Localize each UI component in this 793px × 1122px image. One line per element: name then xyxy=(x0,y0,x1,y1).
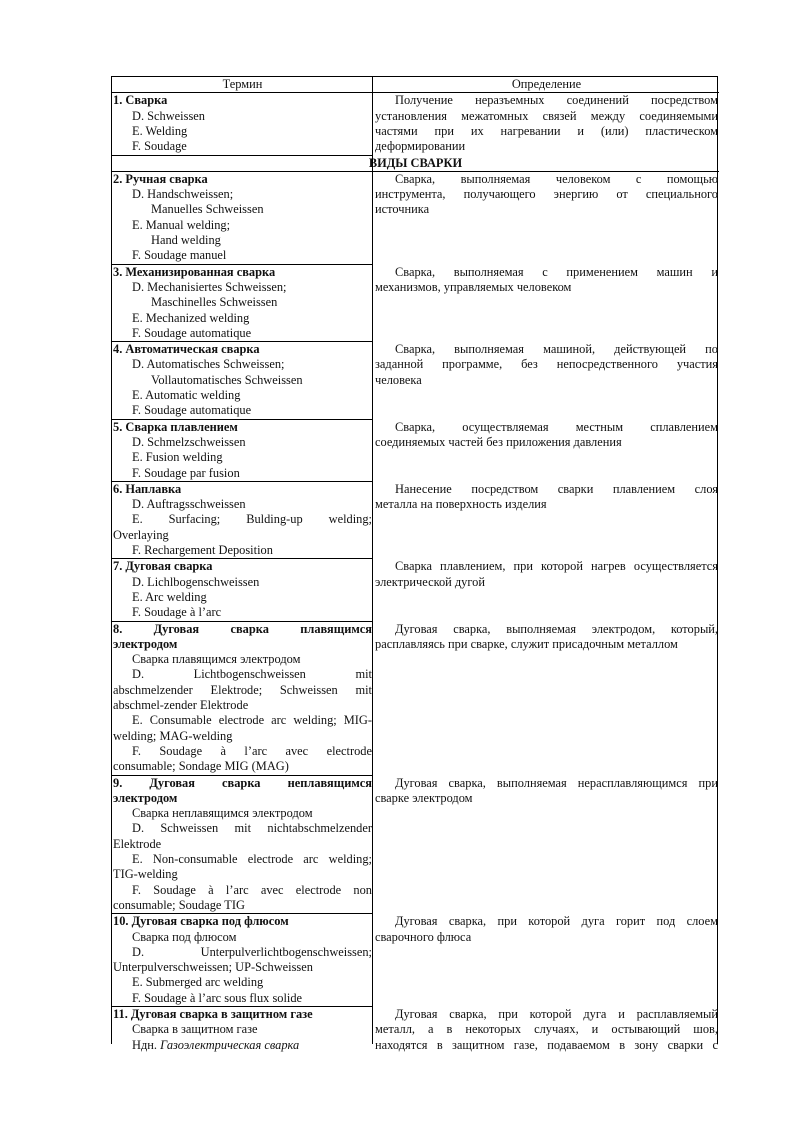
term-line: F. Soudage par fusion xyxy=(132,465,240,480)
term-line: Сварка под флюсом xyxy=(132,929,237,944)
definition-line: Сварка, осуществляемая местным сплавлением xyxy=(395,419,718,434)
definition-line: сварке электродом xyxy=(375,790,473,805)
definition-line: установления межатомных связей между соединяемыми xyxy=(375,108,718,123)
term-line: F. Soudage à l’arc sous flux solide xyxy=(132,990,303,1005)
definition-line: механизмов, управляемых человеком xyxy=(375,279,572,294)
term-title: 9. Дуговая сварка неплавящимся xyxy=(113,775,372,790)
header-term: Термин xyxy=(222,77,263,91)
header-definition: Определение xyxy=(511,77,582,91)
term-line: F. Soudage à l’arc avec electrode xyxy=(132,743,372,758)
term-line: E. Non-consumable electrode arc welding; xyxy=(132,852,372,866)
term-line: E. Fusion welding xyxy=(132,450,223,465)
definition-line: частями при их нагревании и (или) пластическом xyxy=(375,123,718,138)
term-line: D. Lichtbogenschweissen mit xyxy=(132,667,372,682)
definition-line: металл, а в некоторых случаях, и остывающий шов, xyxy=(375,1022,718,1037)
term-title: 7. Дуговая сварка xyxy=(113,559,213,574)
term-line: D. Handschweissen; xyxy=(132,187,234,202)
definition-line: деформировании xyxy=(375,139,466,154)
term-title: 4. Автоматическая сварка xyxy=(113,342,260,357)
term-line: consumable; Sondage MIG (MAG) xyxy=(113,759,289,774)
term-line: E. Mechanized welding xyxy=(132,310,250,325)
term-line: abschmel-zender Elektrode xyxy=(113,698,249,712)
term-line: D. Schmelzschweissen xyxy=(132,434,246,449)
definition-line: сварочного флюса xyxy=(375,929,472,944)
definition-line: расплавляясь при сварке, служит присадочным металлом xyxy=(375,636,678,651)
definition-line: соединяемых частей без приложения давления xyxy=(375,434,622,449)
term-line: Maschinelles Schweissen xyxy=(151,295,278,310)
term-title: 6. Наплавка xyxy=(113,481,182,496)
term-title: 1. Сварка xyxy=(113,93,168,108)
term-line: Unterpulverschweissen; UP-Schweissen xyxy=(113,960,313,975)
term-line: D. Automatisches Schweissen; xyxy=(132,357,285,372)
definition-line: Дуговая сварка, выполняемая нерасплавляющимся при xyxy=(395,775,718,790)
term-title: электродом xyxy=(113,636,178,651)
term-line: abschmelzender Elektrode; Schweissen mit xyxy=(113,682,372,697)
definition-line: Сварка, выполняемая человеком с помощью xyxy=(395,171,718,186)
term-line: E. Consumable electrode arc welding; MIG- xyxy=(132,713,372,728)
term-line: Overlaying xyxy=(113,527,169,542)
definition-line: Получение неразъемных соединений посредством xyxy=(395,93,718,108)
term-line: E. Welding xyxy=(132,123,188,138)
definition-line: Сварка, выполняемая машиной, действующей по xyxy=(395,342,718,357)
term-line: D. Unterpulverlichtbogenschweissen; xyxy=(132,944,372,959)
definition-line: Сварка, выполняемая с применением машин и xyxy=(395,264,718,279)
term-line: E. Surfacing; Bulding-up welding; xyxy=(132,512,372,527)
definition-line: инструмента, получающего энергию от специального xyxy=(375,187,718,202)
term-title: 8. Дуговая сварка плавящимся xyxy=(113,621,372,636)
definition-line: Сварка плавлением, при которой нагрев осуществляется xyxy=(395,559,718,574)
term-line: F. Soudage xyxy=(132,139,187,154)
definition-line: заданной программе, без непосредственного участия xyxy=(375,357,718,372)
term-line: E. Automatic welding xyxy=(132,388,241,402)
ndn-term: Газоэлектрическая сварка xyxy=(160,1037,300,1052)
term-line: Vollautomatisches Schweissen xyxy=(151,372,303,387)
term-line: welding; MAG-welding xyxy=(113,728,233,743)
definition-line: электрической дугой xyxy=(375,574,485,589)
term-line: D. Schweissen xyxy=(132,108,205,123)
section-title: ВИДЫ СВАРКИ xyxy=(368,155,463,170)
term-line: F. Soudage manuel xyxy=(132,248,227,263)
definition-line: Дуговая сварка, при которой дуга и расплавляемый xyxy=(395,1007,718,1021)
term-line: F. Soudage à l’arc avec electrode non xyxy=(132,882,372,897)
definition-line: Дуговая сварка, при которой дуга горит под слоем xyxy=(395,914,718,929)
definition-line: Дуговая сварка, выполняемая электродом, который, xyxy=(395,621,718,636)
definition-line: находятся в защитном газе, подаваемом в зону сварки с xyxy=(375,1037,718,1052)
definition-line: источника xyxy=(375,202,430,217)
term-line: F. Rechargement Deposition xyxy=(132,543,273,557)
term-line: Manuelles Schweissen xyxy=(151,202,264,217)
term-line: E. Manual welding; xyxy=(132,217,231,232)
definition-line: Нанесение посредством сварки плавлением слоя xyxy=(395,481,718,496)
term-line: E. Submerged arc welding xyxy=(132,975,264,990)
term-line: Hand welding xyxy=(151,233,221,247)
term-line: F. Soudage à l’arc xyxy=(132,605,222,620)
column-divider xyxy=(372,76,373,1044)
term-line: F. Soudage automatique xyxy=(132,325,252,340)
term-line: D. Schweissen mit nichtabschmelzender xyxy=(132,821,372,836)
term-title: электродом xyxy=(113,790,178,805)
term-line: Сварка в защитном газе xyxy=(132,1022,258,1037)
term-line: Elektrode xyxy=(113,836,162,851)
term-line: F. Soudage automatique xyxy=(132,403,252,418)
term-line: Сварка плавящимся электродом xyxy=(132,652,301,667)
term-line: TIG-welding xyxy=(113,867,178,882)
term-line: D. Lichlbogenschweissen xyxy=(132,574,260,589)
term-line: D. Auftragsschweissen xyxy=(132,497,246,512)
term-line: E. Arc welding xyxy=(132,589,207,604)
term-title: 10. Дуговая сварка под флюсом xyxy=(113,914,289,929)
ndn-prefix: Ндн. xyxy=(132,1037,161,1052)
definition-line: металла на поверхность изделия xyxy=(375,497,547,512)
term-line: Сварка неплавящимся электродом xyxy=(132,806,313,821)
term-title: 3. Механизированная сварка xyxy=(113,264,276,279)
terms-table xyxy=(111,76,718,1052)
term-title: 5. Сварка плавлением xyxy=(113,419,238,434)
term-line-ndn xyxy=(112,1038,373,1053)
term-title: 2. Ручная сварка xyxy=(113,171,208,186)
term-title: 11. Дуговая сварка в защитном газе xyxy=(113,1007,313,1021)
definition-line: человека xyxy=(375,372,422,387)
term-line: consumable; Soudage TIG xyxy=(113,897,245,912)
term-line: D. Mechanisiertes Schweissen; xyxy=(132,279,287,294)
